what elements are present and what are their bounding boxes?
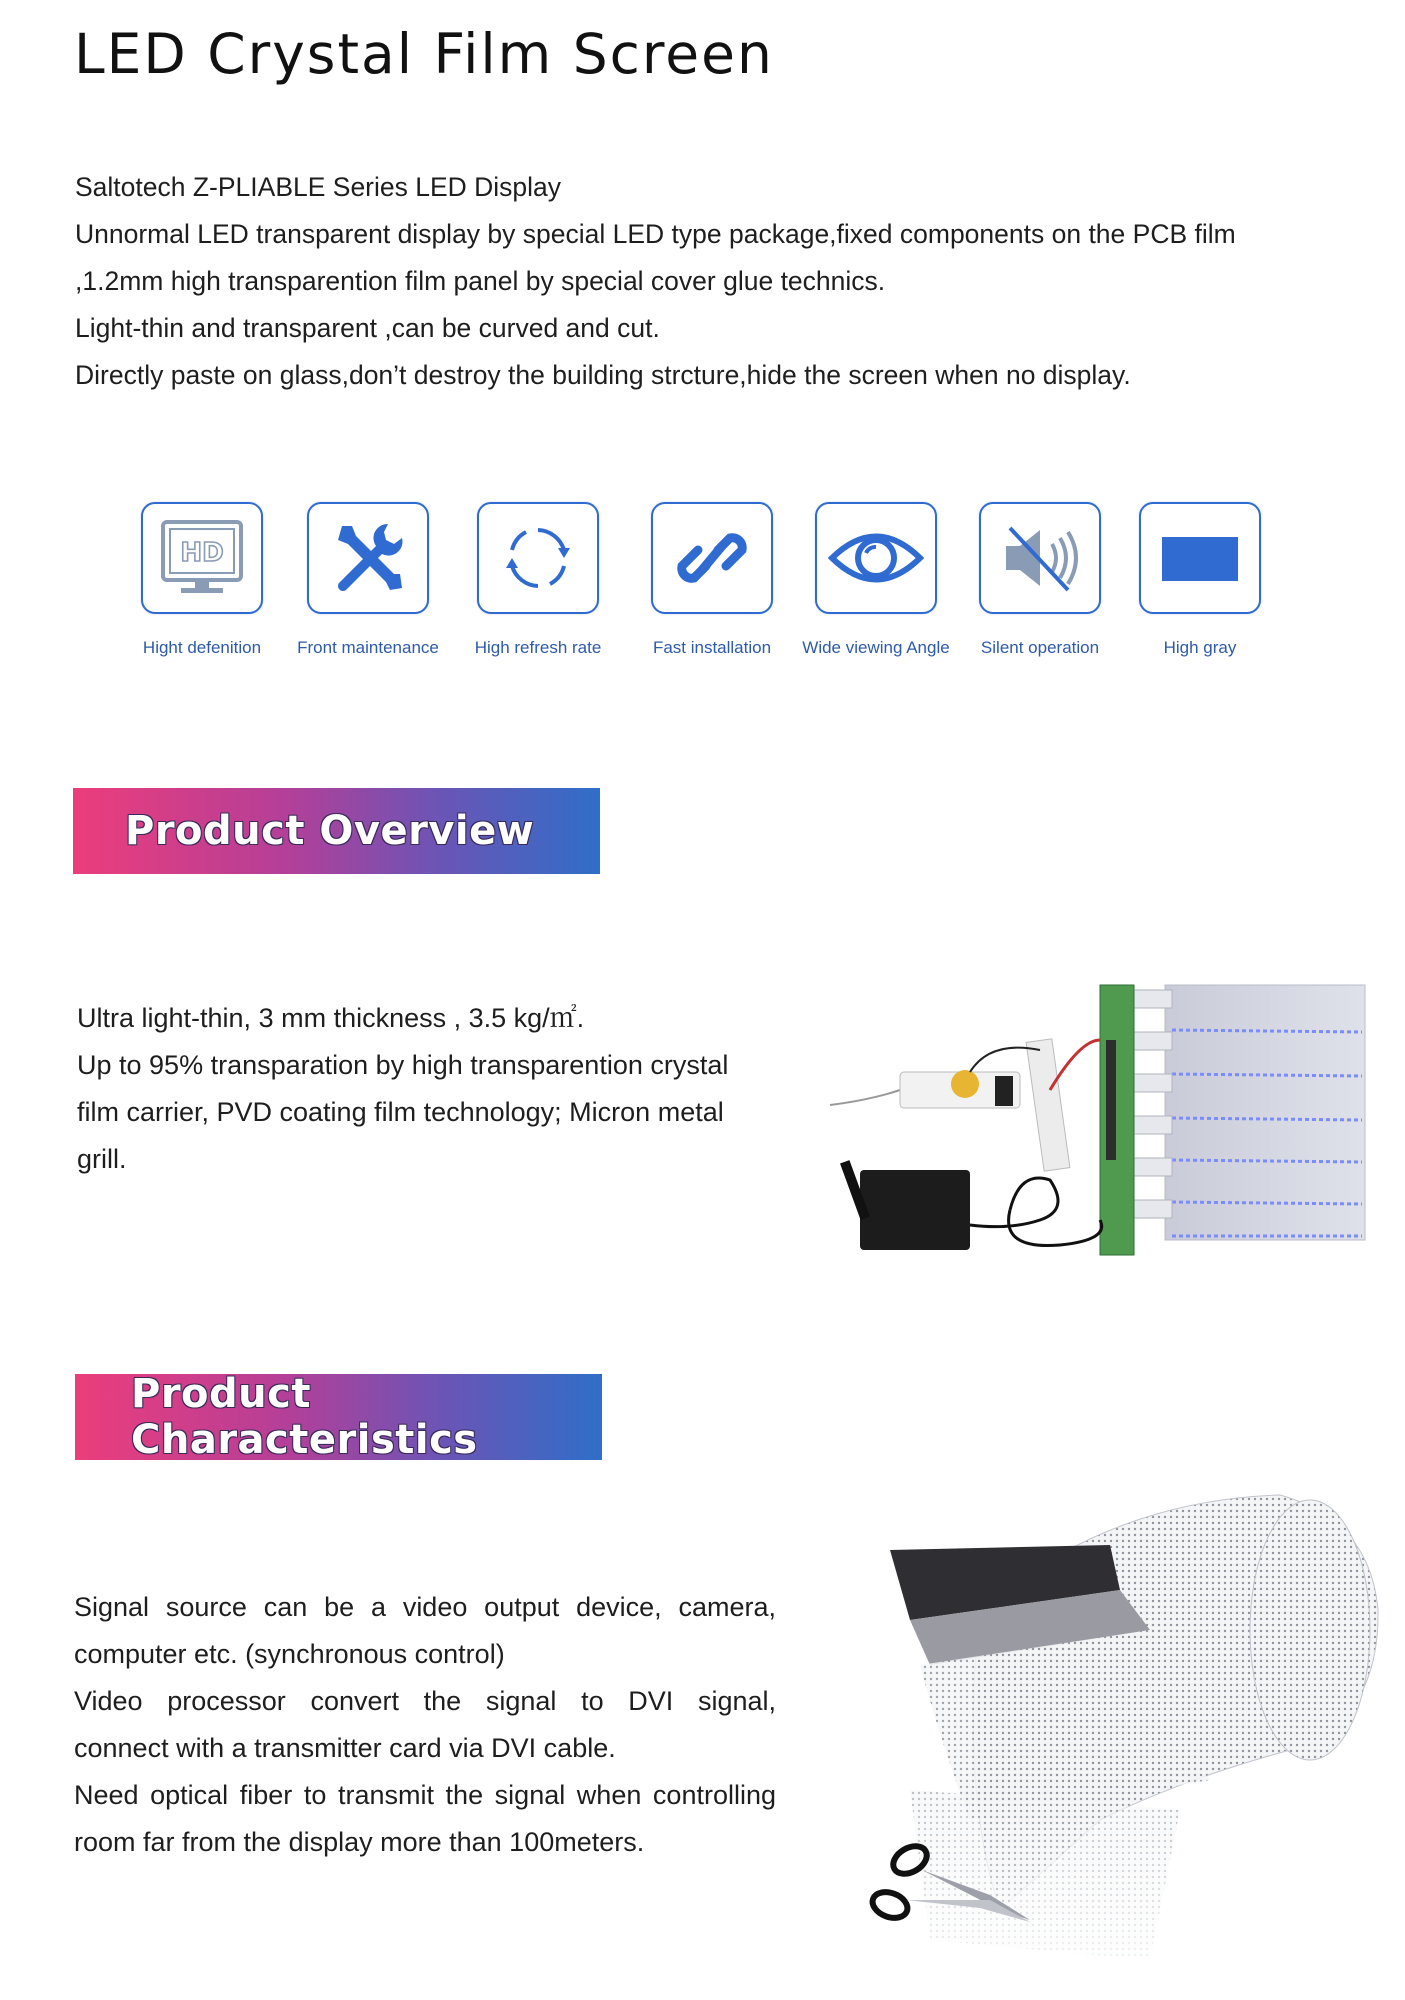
section-heading: Product Overview	[125, 808, 535, 854]
feature-high-definition	[117, 502, 287, 658]
product-overview-banner	[73, 788, 600, 874]
intro-line: Unnormal LED transparent display by special LED type package,fixed components on the PCB film	[75, 219, 1236, 249]
characteristics-line: Signal source can be a video output device, camera,	[74, 1592, 776, 1622]
feature-label: Wide viewing Angle	[802, 638, 950, 657]
characteristics-text	[74, 1584, 776, 1866]
feature-wide-viewing-angle	[791, 502, 961, 658]
section-heading: Product Characteristics	[131, 1371, 478, 1463]
overview-line: film carrier, PVD coating film technology; Micron metal	[77, 1097, 724, 1127]
feature-high-refresh-rate	[453, 502, 623, 658]
intro-line: ,1.2mm high transparention film panel by special cover glue technics.	[75, 266, 886, 296]
feature-front-maintenance	[283, 502, 453, 658]
feature-label: High gray	[1163, 638, 1237, 657]
blue-rectangle-icon	[1139, 502, 1261, 614]
intro-line: Light-thin and transparent ,can be curved and cut.	[75, 313, 660, 343]
eye-icon	[815, 502, 937, 614]
feature-fast-installation	[627, 502, 797, 658]
overview-line: grill.	[77, 1144, 127, 1174]
product-characteristics-banner	[75, 1371, 602, 1463]
characteristics-line: computer etc. (synchronous control)	[74, 1639, 505, 1669]
characteristics-line: room far from the display more than 100meters.	[74, 1827, 645, 1857]
feature-silent-operation	[955, 502, 1125, 658]
chain-link-icon	[651, 502, 773, 614]
feature-label: Front maintenance	[297, 638, 439, 657]
intro-line: Directly paste on glass,don’t destroy the building strcture,hide the screen when no display.	[75, 360, 1131, 390]
intro-text	[75, 164, 1335, 399]
product-photo-rolled-film	[850, 1490, 1385, 1970]
feature-label: High refresh rate	[474, 638, 602, 657]
mute-speaker-icon	[979, 502, 1101, 614]
characteristics-line: Video processor convert the signal to DVI signal,	[74, 1686, 776, 1716]
feature-label: Fast installation	[652, 638, 772, 657]
page-title: LED Crystal Film Screen	[74, 22, 774, 86]
overview-line: Up to 95% transparation by high transparention crystal	[77, 1050, 729, 1080]
product-photo-film-screen	[810, 980, 1380, 1285]
characteristics-line: connect with a transmitter card via DVI cable.	[74, 1733, 616, 1763]
characteristics-line: Need optical fiber to transmit the signal when controlling	[74, 1780, 776, 1810]
intro-line: Saltotech Z-PLIABLE Series LED Display	[75, 172, 562, 202]
feature-high-gray	[1115, 502, 1285, 658]
svg-text:HD: HD	[180, 538, 224, 568]
overview-text	[77, 995, 777, 1183]
feature-label: Hight defenition	[142, 638, 262, 657]
hd-monitor-icon	[141, 502, 263, 614]
overview-line: Ultra light-thin, 3 mm thickness , 3.5 kg/㎡.	[77, 1003, 585, 1033]
wrench-screwdriver-icon	[307, 502, 429, 614]
refresh-icon	[477, 502, 599, 614]
feature-label: Silent operation	[980, 638, 1100, 657]
